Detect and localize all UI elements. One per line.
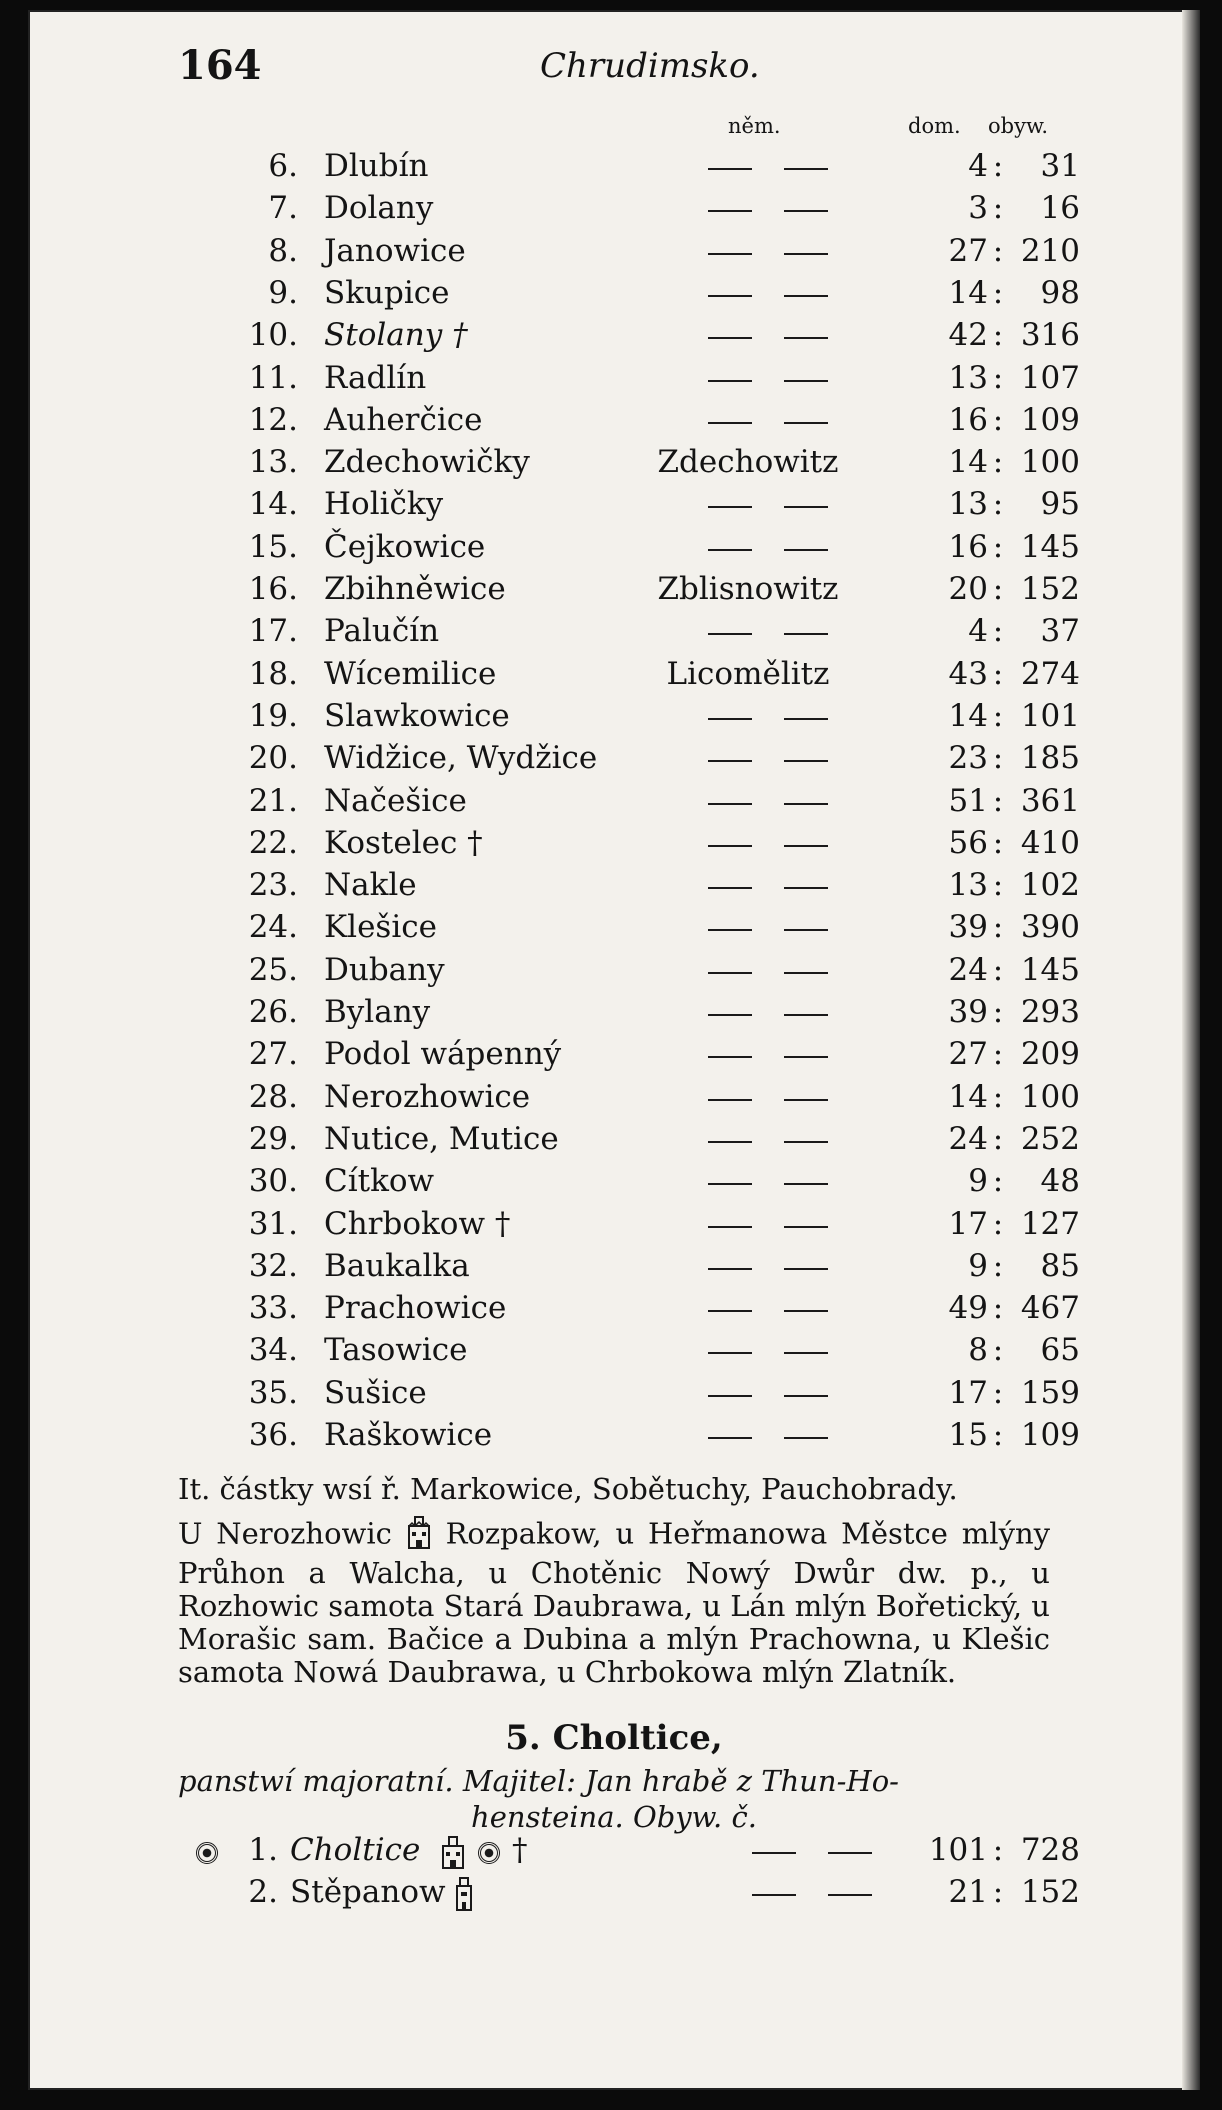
row-colon: : <box>992 740 1004 777</box>
empty-dashes <box>708 549 828 551</box>
row-dom: 23 <box>948 740 988 777</box>
row-obyw: 274 <box>1020 655 1080 692</box>
empty-dashes <box>708 506 828 508</box>
row-obyw: 293 <box>1020 994 1080 1030</box>
row-dom: 39 <box>948 909 988 946</box>
row-number: 24. <box>248 909 298 946</box>
row-colon: : <box>992 401 1004 438</box>
row-dom: 9 <box>968 1163 988 1200</box>
row-number: 34. <box>248 1332 298 1369</box>
running-title: Chrudimsko. <box>540 46 760 86</box>
row-obyw: 159 <box>1020 1374 1080 1411</box>
row-colon: : <box>992 571 1004 607</box>
row-name: Nakle <box>324 867 417 904</box>
row-number: 16. <box>248 571 298 607</box>
row-obyw: 100 <box>1020 444 1080 481</box>
table-row <box>28 783 1200 825</box>
table-row <box>28 656 1200 698</box>
row-number: 23. <box>248 867 298 904</box>
column-header-dom: dom. <box>908 114 961 138</box>
row-name: Dolany <box>324 190 434 227</box>
table-row <box>28 444 1200 486</box>
row-obyw: 37 <box>1040 613 1080 650</box>
row-number: 30. <box>248 1163 298 1200</box>
row-colon: : <box>992 1290 1004 1327</box>
empty-dashes <box>708 1014 828 1016</box>
empty-dashes <box>708 887 828 889</box>
row-number: 28. <box>248 1078 298 1115</box>
table-row <box>28 317 1200 359</box>
row-name: Radlín <box>324 359 427 396</box>
section-description-line-2: hensteina. Obyw. č. <box>471 1800 757 1834</box>
row-number: 2. <box>248 1874 278 1910</box>
row-german-name: Zblisnowitz <box>657 571 839 607</box>
empty-dashes <box>708 1141 828 1143</box>
row-number: 15. <box>248 528 298 565</box>
row-dom: 16 <box>948 528 988 565</box>
row-number: 12. <box>248 401 298 438</box>
row-dom: 14 <box>948 1078 988 1115</box>
row-obyw: 728 <box>1020 1832 1080 1868</box>
empty-dashes <box>708 1268 828 1270</box>
row-number: 9. <box>268 274 298 311</box>
empty-dashes <box>708 1183 828 1185</box>
row-number: 25. <box>248 951 298 988</box>
row-colon: : <box>992 867 1004 904</box>
row-colon: : <box>992 1374 1004 1411</box>
row-obyw: 145 <box>1020 528 1080 565</box>
table-row <box>28 1079 1200 1121</box>
row-dom: 17 <box>948 1205 988 1242</box>
row-colon: : <box>992 909 1004 946</box>
row-name: Zbihněwice <box>324 571 506 607</box>
row-dom: 43 <box>948 655 988 692</box>
row-number: 11. <box>248 359 298 396</box>
section-row-1 <box>28 1832 1200 1874</box>
row-name: Dlubín <box>324 148 429 184</box>
table-row <box>28 1248 1200 1290</box>
table-row <box>28 402 1200 444</box>
row-dom: 17 <box>948 1374 988 1411</box>
row-colon: : <box>992 317 1004 354</box>
row-colon: : <box>992 1247 1004 1284</box>
empty-dashes <box>708 1395 828 1397</box>
row-dom: 49 <box>948 1290 988 1327</box>
castle-icon <box>440 1834 466 1878</box>
note-parts-text: It. částky wsí ř. Markowice, Sobětuchy, Pauchobrady. <box>178 1472 958 1506</box>
table-row <box>28 613 1200 655</box>
row-number: 36. <box>248 1417 298 1453</box>
table-row <box>28 994 1200 1036</box>
empty-dashes <box>708 972 828 974</box>
row-colon: : <box>992 444 1004 481</box>
row-dom: 39 <box>948 994 988 1030</box>
table-row <box>28 825 1200 867</box>
row-name: Klešice <box>324 909 437 946</box>
table-row <box>28 571 1200 613</box>
row-dom: 20 <box>948 571 988 607</box>
table-row <box>28 1036 1200 1078</box>
note-mills-rest: Rozpakow, u Heřmanowa Městce mlýny Průhon a Walcha, u Chotěnic Nowý Dwůr dw. p., u Rozhowic samota Stará Daubrawa, u Lán mlýn Bořetický, u Morašic sam. Bačice a Dubina a mlýn Prachowna, u Klešic samota Nowá Daubrawa, u Chrbokowa mlýn Zlatník. <box>178 1516 1051 1689</box>
section-description-line-1: panstwí majoratní. Majitel: Jan hrabě z Thun-Ho- <box>178 1764 899 1798</box>
table-row <box>28 233 1200 275</box>
table-row <box>28 1332 1200 1374</box>
row-name: Widžice, Wydžice <box>324 740 598 777</box>
row-number: 21. <box>248 782 298 819</box>
row-colon: : <box>992 1874 1004 1910</box>
empty-dashes <box>708 929 828 931</box>
row-obyw: 316 <box>1020 317 1080 354</box>
empty-dashes <box>708 168 828 170</box>
row-colon: : <box>992 951 1004 988</box>
row-obyw: 65 <box>1040 1332 1080 1369</box>
empty-dashes <box>708 380 828 382</box>
row-number: 6. <box>268 148 298 184</box>
row-colon: : <box>992 148 1004 184</box>
note-mills <box>178 1514 1050 1689</box>
row-number: 20. <box>248 740 298 777</box>
row-name: Cítkow <box>324 1163 435 1200</box>
row-obyw: 85 <box>1040 1247 1080 1284</box>
row-name: Sušice <box>324 1374 427 1411</box>
row-dom: 13 <box>948 867 988 904</box>
row-dom: 101 <box>928 1832 988 1868</box>
row-name: Holičky <box>324 486 444 523</box>
row-colon: : <box>992 1832 1004 1868</box>
table-row <box>28 1121 1200 1163</box>
row-colon: : <box>992 1120 1004 1157</box>
row-obyw: 210 <box>1020 232 1080 269</box>
row-dom: 4 <box>968 148 988 184</box>
row-colon: : <box>992 274 1004 311</box>
table-row <box>28 275 1200 317</box>
row-name: Janowice <box>324 232 466 269</box>
row-name: Dubany <box>324 951 445 988</box>
empty-dashes <box>708 1226 828 1228</box>
row-number: 18. <box>248 655 298 692</box>
cross-mark: † <box>512 1832 528 1868</box>
row-dom: 27 <box>948 232 988 269</box>
row-number: 8. <box>268 232 298 269</box>
row-name: Auherčice <box>324 401 483 438</box>
row-dom: 16 <box>948 401 988 438</box>
row-name: Choltice <box>290 1832 421 1868</box>
empty-dashes <box>708 1099 828 1101</box>
row-name: Nerozhowice <box>324 1078 531 1115</box>
table-row <box>28 486 1200 528</box>
row-colon: : <box>992 1036 1004 1073</box>
row-obyw: 467 <box>1020 1290 1080 1327</box>
row-colon: : <box>992 1417 1004 1453</box>
row-obyw: 107 <box>1020 359 1080 396</box>
row-german-name: Licomělitz <box>666 655 830 692</box>
row-name: Kostelec † <box>324 824 483 861</box>
table-row <box>28 1206 1200 1248</box>
table-row <box>28 529 1200 571</box>
row-dom: 42 <box>948 317 988 354</box>
row-number: 22. <box>248 824 298 861</box>
row-name: Podol wápenný <box>324 1036 562 1073</box>
row-number: 32. <box>248 1247 298 1284</box>
row-colon: : <box>992 994 1004 1030</box>
row-name: Nutice, Mutice <box>324 1120 559 1157</box>
row-name: Wícemilice <box>324 655 497 692</box>
table-row <box>28 867 1200 909</box>
row-colon: : <box>992 1163 1004 1200</box>
row-colon: : <box>992 528 1004 565</box>
empty-dashes <box>708 1352 828 1354</box>
empty-dashes <box>708 337 828 339</box>
row-name: Zdechowičky <box>324 444 530 481</box>
row-colon: : <box>992 1332 1004 1369</box>
row-number: 27. <box>248 1036 298 1073</box>
row-name: Bylany <box>324 994 431 1030</box>
row-dom: 3 <box>968 190 988 227</box>
row-colon: : <box>992 697 1004 734</box>
row-colon: : <box>992 1078 1004 1115</box>
document-page <box>28 10 1200 2090</box>
table-row <box>28 740 1200 782</box>
row-name: Stěpanow <box>290 1874 446 1910</box>
row-dom: 51 <box>948 782 988 819</box>
row-obyw: 252 <box>1020 1120 1080 1157</box>
row-obyw: 16 <box>1040 190 1080 227</box>
row-number: 10. <box>248 317 298 354</box>
row-number: 19. <box>248 697 298 734</box>
row-obyw: 185 <box>1020 740 1080 777</box>
row-number: 13. <box>248 444 298 481</box>
row-name: Palučín <box>324 613 440 650</box>
row-name: Slawkowice <box>324 697 510 734</box>
row-german-name: Zdechowitz <box>657 444 839 481</box>
row-obyw: 410 <box>1020 824 1080 861</box>
row-number: 33. <box>248 1290 298 1327</box>
row-name: Prachowice <box>324 1290 507 1327</box>
table-row <box>28 1163 1200 1205</box>
row-number: 29. <box>248 1120 298 1157</box>
row-number: 26. <box>248 994 298 1030</box>
table-row <box>28 1375 1200 1417</box>
row-obyw: 31 <box>1040 148 1080 184</box>
empty-dashes <box>708 422 828 424</box>
empty-dashes <box>708 1310 828 1312</box>
row-obyw: 102 <box>1020 867 1080 904</box>
row-obyw: 152 <box>1020 1874 1080 1910</box>
row-obyw: 109 <box>1020 401 1080 438</box>
row-number: 31. <box>248 1205 298 1242</box>
row-dom: 8 <box>968 1332 988 1369</box>
column-header-obyw: obyw. <box>988 114 1049 138</box>
row-colon: : <box>992 359 1004 396</box>
section-row-2 <box>28 1874 1200 1916</box>
row-name: Raškowice <box>324 1417 493 1453</box>
row-dom: 13 <box>948 359 988 396</box>
section-title: 5. Choltice, <box>505 1718 723 1758</box>
row-dom: 14 <box>948 697 988 734</box>
row-obyw: 390 <box>1020 909 1080 946</box>
row-obyw: 98 <box>1040 274 1080 311</box>
row-obyw: 48 <box>1040 1163 1080 1200</box>
row-obyw: 109 <box>1020 1417 1080 1453</box>
table-row <box>28 952 1200 994</box>
note-mills-text <box>178 1514 1050 1689</box>
row-name: Baukalka <box>324 1247 470 1284</box>
column-header-nem: něm. <box>728 114 781 138</box>
row-colon: : <box>992 782 1004 819</box>
row-number: 17. <box>248 613 298 650</box>
row-obyw: 145 <box>1020 951 1080 988</box>
empty-dashes <box>708 845 828 847</box>
row-obyw: 100 <box>1020 1078 1080 1115</box>
row-dom: 9 <box>968 1247 988 1284</box>
tower-icon <box>454 1876 474 1920</box>
row-colon: : <box>992 190 1004 227</box>
row-name: Tasowice <box>324 1332 468 1369</box>
table-row <box>28 190 1200 232</box>
row-dom: 14 <box>948 274 988 311</box>
row-obyw: 127 <box>1020 1205 1080 1242</box>
row-colon: : <box>992 486 1004 523</box>
row-name: Čejkowice <box>324 528 486 565</box>
empty-dashes <box>708 295 828 297</box>
row-obyw: 361 <box>1020 782 1080 819</box>
table-row <box>28 148 1200 190</box>
row-dom: 15 <box>948 1417 988 1453</box>
row-colon: : <box>992 655 1004 692</box>
empty-dashes <box>752 1852 872 1854</box>
empty-dashes <box>708 718 828 720</box>
table-row <box>28 698 1200 740</box>
row-colon: : <box>992 1205 1004 1242</box>
row-name: Stolany † <box>324 317 468 354</box>
empty-dashes <box>708 760 828 762</box>
table-row <box>28 1290 1200 1332</box>
row-dom: 24 <box>948 1120 988 1157</box>
row-dom: 56 <box>948 824 988 861</box>
row-name: Načešice <box>324 782 467 819</box>
row-dom: 14 <box>948 444 988 481</box>
row-dom: 24 <box>948 951 988 988</box>
empty-dashes <box>708 1437 828 1439</box>
row-dom: 4 <box>968 613 988 650</box>
empty-dashes <box>708 803 828 805</box>
row-name: Skupice <box>324 274 450 311</box>
table-row <box>28 1417 1200 1459</box>
row-colon: : <box>992 824 1004 861</box>
row-number: 14. <box>248 486 298 523</box>
row-obyw: 209 <box>1020 1036 1080 1073</box>
section-description <box>178 1763 1050 1835</box>
empty-dashes <box>752 1894 872 1896</box>
row-obyw: 152 <box>1020 571 1080 607</box>
empty-dashes <box>708 1056 828 1058</box>
empty-dashes <box>708 633 828 635</box>
row-colon: : <box>992 613 1004 650</box>
row-number: 7. <box>268 190 298 227</box>
page-number: 164 <box>178 42 262 89</box>
castle-icon <box>406 1514 432 1557</box>
row-dom: 27 <box>948 1036 988 1073</box>
page-header <box>178 42 1050 102</box>
note-parts <box>178 1473 1050 1506</box>
row-obyw: 95 <box>1040 486 1080 523</box>
note-mills-lead: U Nerozhowic <box>178 1516 392 1551</box>
row-name: Chrbokow † <box>324 1205 511 1242</box>
empty-dashes <box>708 253 828 255</box>
row-obyw: 101 <box>1020 697 1080 734</box>
row-number: 35. <box>248 1374 298 1411</box>
table-row <box>28 909 1200 951</box>
row-colon: : <box>992 232 1004 269</box>
row-dom: 13 <box>948 486 988 523</box>
row-number: 1. <box>248 1832 278 1868</box>
empty-dashes <box>708 210 828 212</box>
row-dom: 21 <box>948 1874 988 1910</box>
seat-marker-icon <box>478 1842 500 1864</box>
table-row <box>28 360 1200 402</box>
